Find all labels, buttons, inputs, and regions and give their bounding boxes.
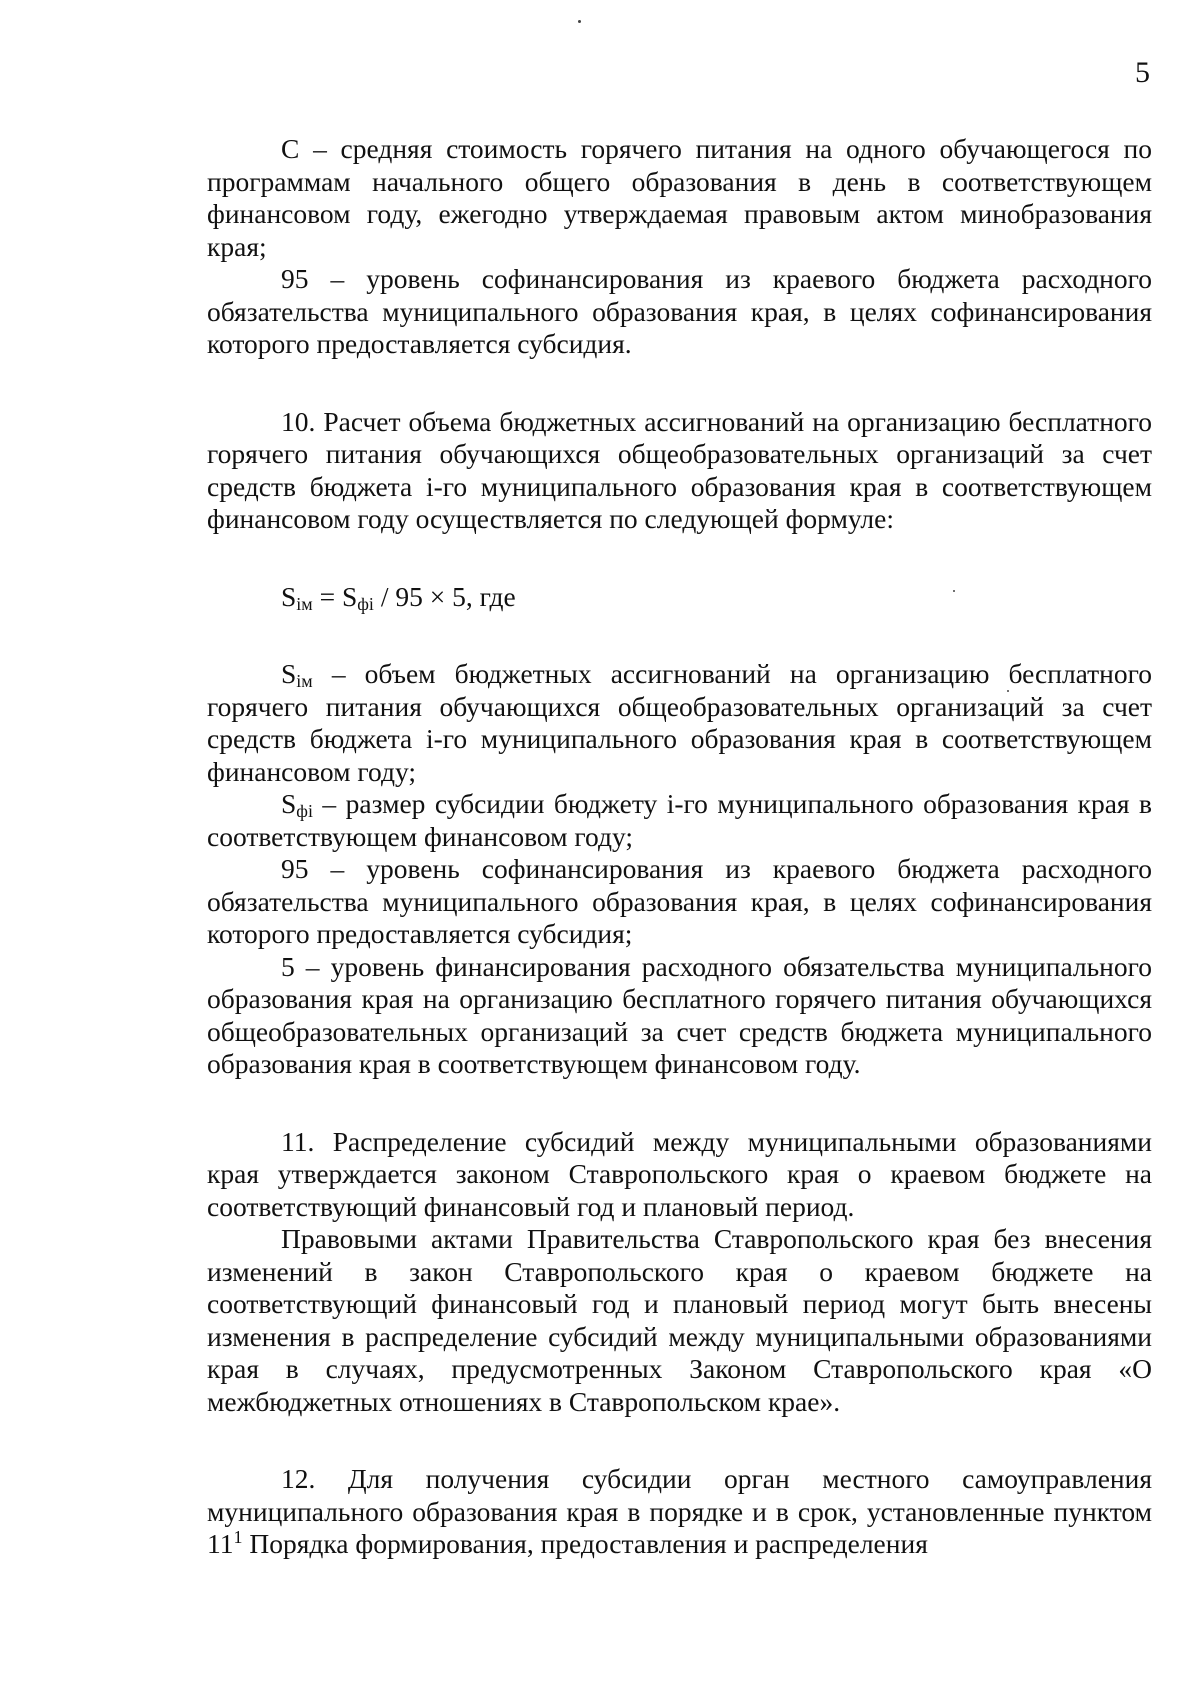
paragraph-sfi-definition (207, 788, 1152, 853)
page-number: 5 (1135, 56, 1150, 89)
paragraph-95-definition-2: 95 – уровень софинансирования из краевого бюджета расходного обязательства муниципального образования края, в целях софинансирования которого предоставляется субсидия; (207, 853, 1152, 949)
paragraph-c-definition: С – средняя стоимость горячего питания на одного обучающегося по программам начального общего образования в день в соответствующем финансовом году, ежегодно утверждаемая правовым актом минобразования края; (207, 133, 1152, 262)
document-body (207, 133, 1152, 1561)
formula-rhs: S (341, 580, 358, 612)
definition-text: – размер субсидии бюджету i-го муниципального образования края в соответствующем финансовом году; (207, 788, 1152, 852)
formula-rhs-subscript: фi (357, 593, 374, 614)
paragraph-5-definition: 5 – уровень финансирования расходного обязательства муниципального образования края на организацию бесплатного горячего питания обучающихся общеобразовательных организаций за счет средств бюджета муниципального образования края в соответствующем финансовом году. (207, 950, 1152, 1079)
formula (207, 581, 1152, 614)
paragraph-item-12 (207, 1463, 1152, 1561)
paragraph-item-11: 11. Распределение субсидий между муниципальными образованиями края утверждается законом Ставропольского края о краевом бюджете на соответствующий финансовый год и плановый период. (207, 1125, 1152, 1222)
spacer (207, 536, 1152, 581)
formula-tail: / 95 × 5, где (373, 580, 516, 612)
symbol: S (281, 658, 297, 689)
paragraph-95-definition-1: 95 – уровень софинансирования из краевого бюджета расходного обязательства муниципального образования края, в целях софинансирования которого предоставляется субсидия. (207, 263, 1152, 359)
symbol: S (281, 788, 297, 819)
formula-lhs-subscript: iм (296, 593, 313, 614)
item-12-text-after: Порядка формирования, предоставления и распределения (242, 1528, 928, 1559)
definition-text: – объем бюджетных ассигнований на организацию бесплатного горячего питания обучающихся общеобразовательных организаций за счет средств бюджета i-го муниципального образования края в соответствующем финансовом году; (207, 658, 1152, 787)
formula-lhs: S (281, 580, 297, 612)
spacer (207, 1418, 1152, 1463)
paragraph-item-11-continued: Правовыми актами Правительства Ставропольского края без внесения изменений в закон Ставропольского края о краевом бюджете на соответствующий финансовый год и плановый период могут быть внесены изменения в распределение субсидий между муниципальными образованиями края в случаях, предусмотренных Законом Ставропольского края «О межбюджетных отношениях в Ставропольском крае». (207, 1223, 1152, 1417)
item-12-text-before: 12. Для получения субсидии орган местного самоуправления муниципального образования края в порядке и в срок, установленные пунктом 11 (207, 1463, 1152, 1559)
paragraph-item-10: 10. Расчет объема бюджетных ассигнований на организацию бесплатного горячего питания обучающихся общеобразовательных организаций за счет средств бюджета i-го муниципального образования края в соответствующем финансовом году осуществляется по следующей формуле: (207, 405, 1152, 534)
symbol-subscript: фi (296, 801, 313, 821)
symbol-subscript: iм (296, 671, 313, 691)
spacer (207, 1081, 1152, 1126)
formula-equals: = (312, 580, 342, 612)
spacer (207, 613, 1152, 658)
item-12-superscript: 1 (233, 1527, 243, 1547)
paragraph-sim-definition (207, 658, 1152, 788)
spacer (207, 361, 1152, 406)
scan-speck (578, 20, 581, 23)
